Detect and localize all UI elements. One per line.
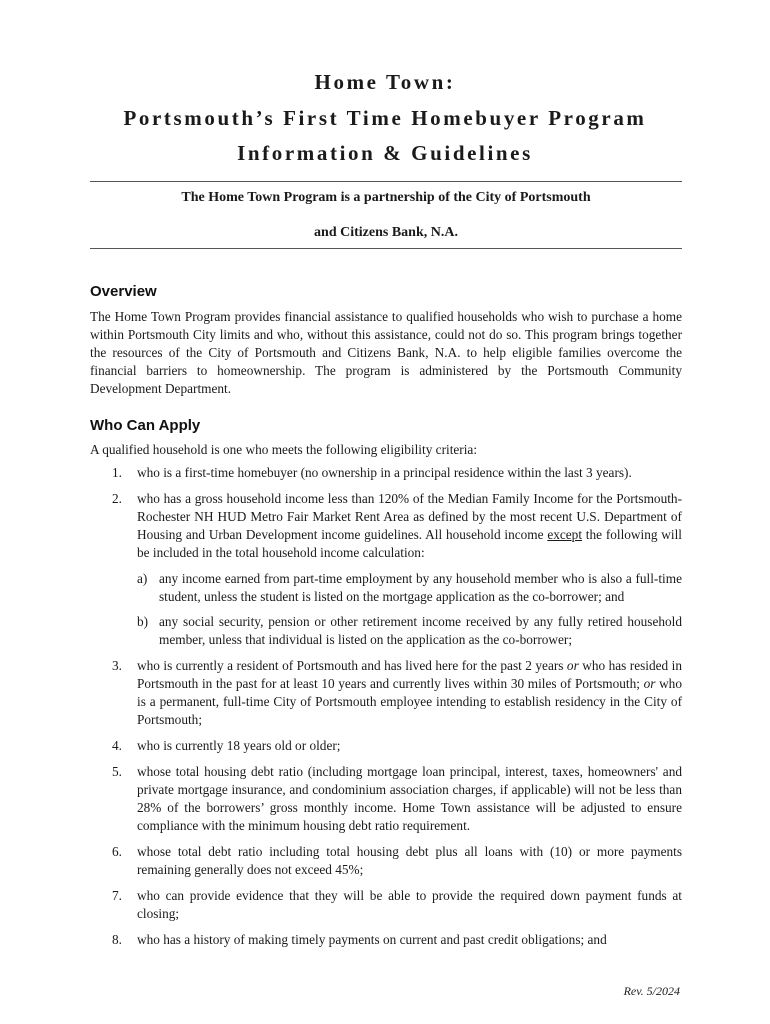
criteria-text: who can provide evidence that they will be able to provide the required down payment funds at closing; [137, 888, 682, 921]
criteria-italic-or: or [566, 658, 579, 673]
exception-item-b [137, 613, 682, 649]
revision-label: Rev. 5/2024 [623, 984, 680, 998]
criteria-number: 6. [112, 844, 122, 859]
criteria-item-4 [90, 737, 682, 755]
eligibility-intro: A qualified household is one who meets the following eligibility criteria: [90, 442, 478, 457]
criteria-text: who has resided in Portsmouth in the past for at least 10 years and currently lives within 30 miles of Portsmouth; [137, 658, 682, 691]
exception-letter: b) [137, 614, 149, 629]
criteria-underlined-text: except [547, 527, 583, 542]
criteria-number: 2. [112, 491, 122, 506]
overview-paragraph: The Home Town Program provides financial assistance to qualified households who wish to purchase a home within Portsmouth City limits and who, without this assistance, could not do so. This program brings together the resources of the City of Portsmouth and Citizens Bank, N.A. to help eligible families overcome the financial barriers to homeownership. The program is administered by the Portsmouth Community Development Department. [90, 309, 682, 396]
criteria-item-7 [90, 887, 682, 923]
criteria-text: who has a gross household income less than 120% of the Median Family Income for the Portsmouth-Rochester NH HUD Metro Fair Market Rent Area as defined by the most recent U.S. Department of Housing and Urban Development income guidelines. All household income [137, 491, 682, 542]
criteria-text: who is a first-time homebuyer (no ownership in a principal residence within the last 3 years). [137, 465, 632, 480]
eligibility-criteria-list [90, 464, 682, 957]
criteria-item-6 [90, 843, 682, 879]
criteria-text: the following will be included in the total household income calculation: [137, 527, 682, 560]
criteria-item-1 [90, 464, 682, 482]
exception-text: any income earned from part-time employment by any household member who is also a full-time student, unless the student is listed on the mortgage application as the co-borrower; and [159, 571, 682, 604]
exception-item-a [137, 570, 682, 606]
criteria-text: whose total housing debt ratio (including mortgage loan principal, interest, taxes, homeowners' and private mortgage insurance, and condominium association charges, if applicable) will not be less than 28% of the borrowers’ gross monthly income. Home Town assistance will be adjusted to ensure compliance with the minimum housing debt ratio requirement. [137, 764, 682, 833]
criteria-text: whose total debt ratio including total housing debt plus all loans with (10) or more payments remaining generally does not exceed 45%; [137, 844, 682, 877]
bottom-divider [90, 248, 682, 249]
title-line-3: Information & Guidelines [237, 141, 533, 165]
top-divider [90, 181, 682, 182]
criteria-number: 1. [112, 465, 122, 480]
criteria-number: 4. [112, 738, 122, 753]
criteria-number: 3. [112, 658, 122, 673]
subtitle-line-1: The Home Town Program is a partnership of the City of Portsmouth [181, 190, 591, 205]
title-line-1: Home Town: [314, 70, 456, 94]
criteria-item-2 [90, 490, 682, 649]
exception-letter: a) [137, 571, 148, 586]
overview-heading: Overview [90, 283, 157, 300]
exception-text: any social security, pension or other retirement income received by any fully retired household member, unless that individual is listed on the application as the co-borrower; [159, 614, 682, 647]
criteria-item-3 [90, 657, 682, 729]
criteria-number: 5. [112, 764, 122, 779]
who-can-apply-heading: Who Can Apply [90, 417, 201, 434]
criteria-text: who has a history of making timely payments on current and past credit obligations; and [137, 932, 607, 947]
subtitle-line-2: and Citizens Bank, N.A. [314, 225, 458, 240]
criteria-text: who is a permanent, full-time City of Portsmouth employee intending to establish residency in the City of Portsmouth; [137, 676, 682, 727]
criteria-item-5 [90, 763, 682, 835]
criteria-number: 7. [112, 888, 122, 903]
criteria-text: who is currently 18 years old or older; [137, 738, 341, 753]
title-line-2: Portsmouth’s First Time Homebuyer Program [123, 106, 647, 130]
income-exceptions-list [137, 570, 682, 649]
criteria-item-8 [90, 931, 682, 949]
criteria-number: 8. [112, 932, 122, 947]
criteria-text: who is currently a resident of Portsmouth and has lived here for the past 2 years [137, 658, 567, 673]
criteria-italic-or: or [643, 676, 656, 691]
